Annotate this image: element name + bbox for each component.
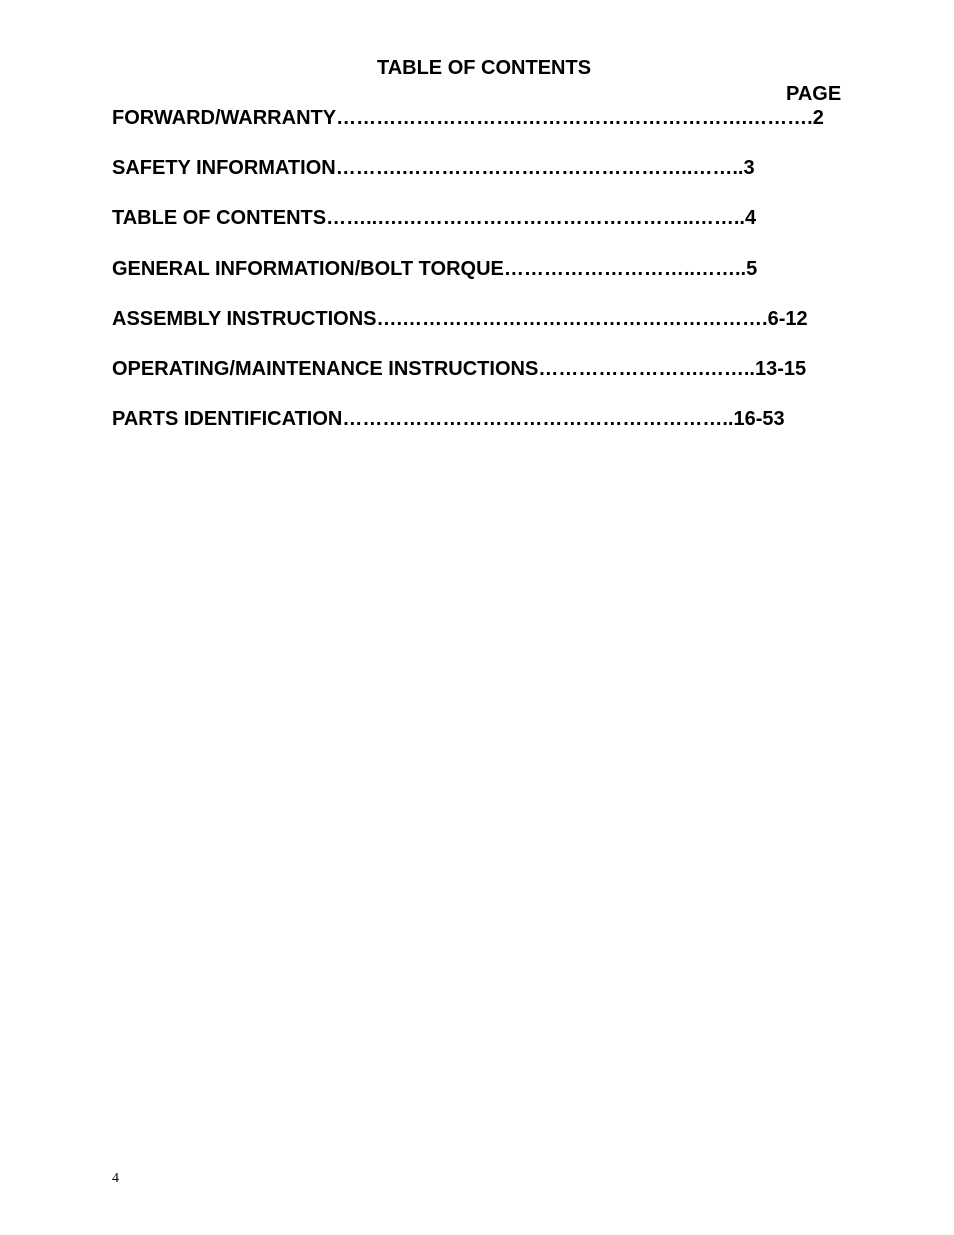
toc-entry-label: FORWARD/WARRANTY <box>112 107 337 129</box>
toc-entry-page: 13-15 <box>754 358 807 380</box>
toc-entry-label: SAFETY INFORMATION <box>112 157 336 179</box>
toc-entry-page: 2 <box>812 107 824 129</box>
toc-entry-parts-identification <box>112 407 785 431</box>
toc-entry-label: PARTS IDENTIFICATION <box>112 408 343 430</box>
toc-entry-leader: …………………….…….. <box>538 358 755 380</box>
toc-entry-label: TABLE OF CONTENTS <box>112 207 327 229</box>
toc-entry-table-of-contents <box>112 206 756 230</box>
toc-entry-page: 3 <box>743 157 755 179</box>
toc-entry-general-information <box>112 257 757 281</box>
toc-entry-page: 4 <box>744 207 757 229</box>
toc-entry-leader: ……………………….…………………………….………. <box>336 107 813 129</box>
toc-entry-forward-warranty <box>112 106 824 130</box>
toc-entry-page: 6-12 <box>767 308 808 330</box>
toc-entry-leader: ………………………………………………….. <box>342 408 734 430</box>
toc-entry-page: 5 <box>746 258 758 280</box>
toc-entry-assembly-instructions <box>112 307 808 331</box>
toc-entry-safety-information <box>112 156 755 180</box>
toc-entry-label: GENERAL INFORMATION/BOLT TORQUE <box>112 258 504 280</box>
toc-entry-label: OPERATING/MAINTENANCE INSTRUCTIONS <box>112 358 539 380</box>
toc-entry-leader: ……..….……………………………………..…….. <box>326 207 745 229</box>
toc-entry-operating-maintenance <box>112 357 806 381</box>
toc-entry-page: 16-53 <box>733 408 785 430</box>
toc-entry-leader: ………………………..…….. <box>503 258 747 280</box>
toc-title: TABLE OF CONTENTS <box>376 57 592 79</box>
page-column-header: PAGE <box>786 83 842 105</box>
toc-entry-label: ASSEMBLY INSTRUCTIONS <box>112 308 377 330</box>
page-number: 4 <box>112 1171 119 1186</box>
toc-entry-leader: ….………………………………………………. <box>376 308 768 330</box>
toc-entry-leader: ……….……………………………………..…….. <box>335 157 744 179</box>
